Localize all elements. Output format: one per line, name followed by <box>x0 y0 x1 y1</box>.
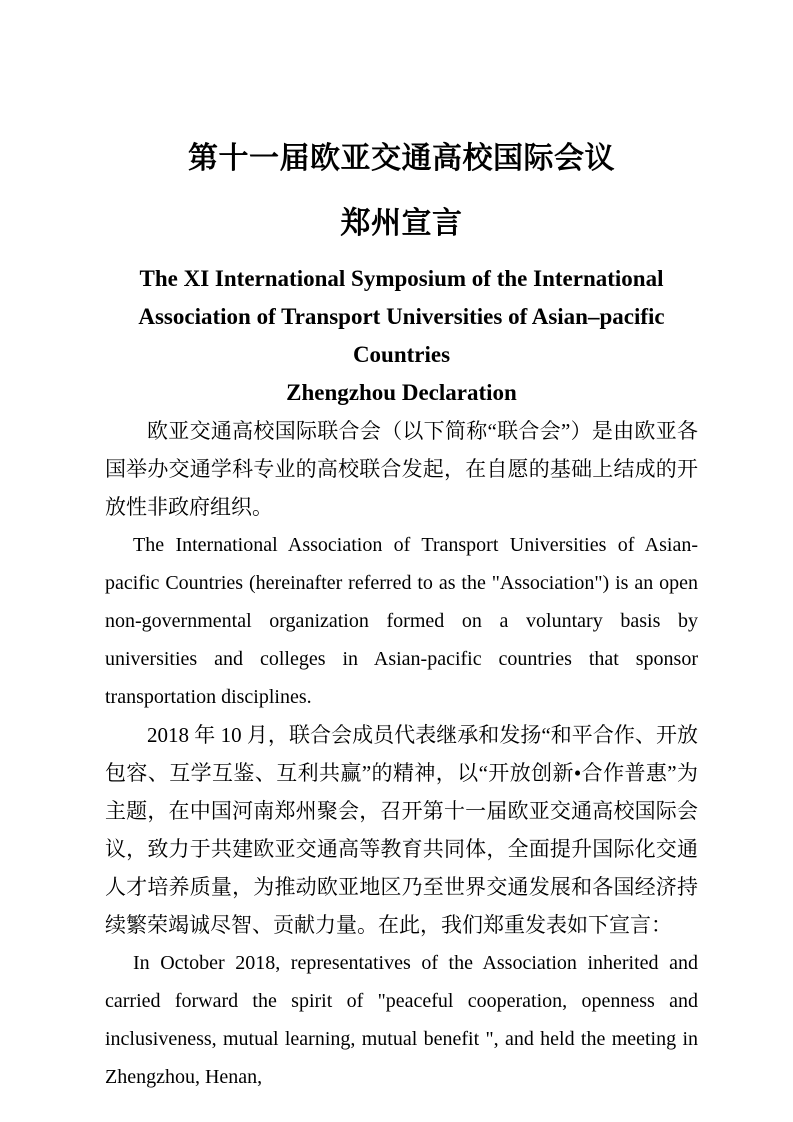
paragraph-zh-intro: 欧亚交通高校国际联合会（以下简称“联合会”）是由欧亚各国举办交通学科专业的高校联合发起，在自愿的基础上结成的开放性非政府组织。 <box>105 419 698 519</box>
title-en-line-3: Zhengzhou Declaration <box>286 380 517 405</box>
paragraph-en-declaration-lead: In October 2018, representatives of the Association inherited and carried forward the spirit of "peaceful cooperation, openness and inclusiveness, mutual learning, mutual benefit ", and held the meeting in Zhengzhou, Henan, <box>105 952 698 1088</box>
document-body <box>105 412 698 1096</box>
paragraph-en-intro: The International Association of Transport Universities of Asian-pacific Countries (hereinafter referred to as the "Association") is an open non-governmental organization formed on a voluntary basis by universities and colleges in Asian-pacific countries that sponsor transportation disciplines. <box>105 534 698 708</box>
document-title-en <box>105 260 698 412</box>
title-en-line-2: Association of Transport Universities of Asian–pacific Countries <box>138 304 665 367</box>
paragraph-zh-declaration-lead: 2018 年 10 月，联合会成员代表继承和发扬“和平合作、开放包容、互学互鉴、互利共赢”的精神，以“开放创新•合作普惠”为主题，在中国河南郑州聚会，召开第十一届欧亚交通高校国际会议，致力于共建欧亚交通高等教育共同体，全面提升国际化交通人才培养质量，为推动欧亚地区乃至世界交通发展和各国经济持续繁荣竭诚尽智、贡献力量。在此，我们郑重发表如下宣言： <box>105 723 698 937</box>
document-subtitle-zh: 郑州宣言 <box>340 207 463 240</box>
title-en-line-1: The XI International Symposium of the International <box>139 266 664 291</box>
document-content <box>105 0 698 1096</box>
document-title-zh: 第十一届欧亚交通高校国际会议 <box>188 142 615 175</box>
